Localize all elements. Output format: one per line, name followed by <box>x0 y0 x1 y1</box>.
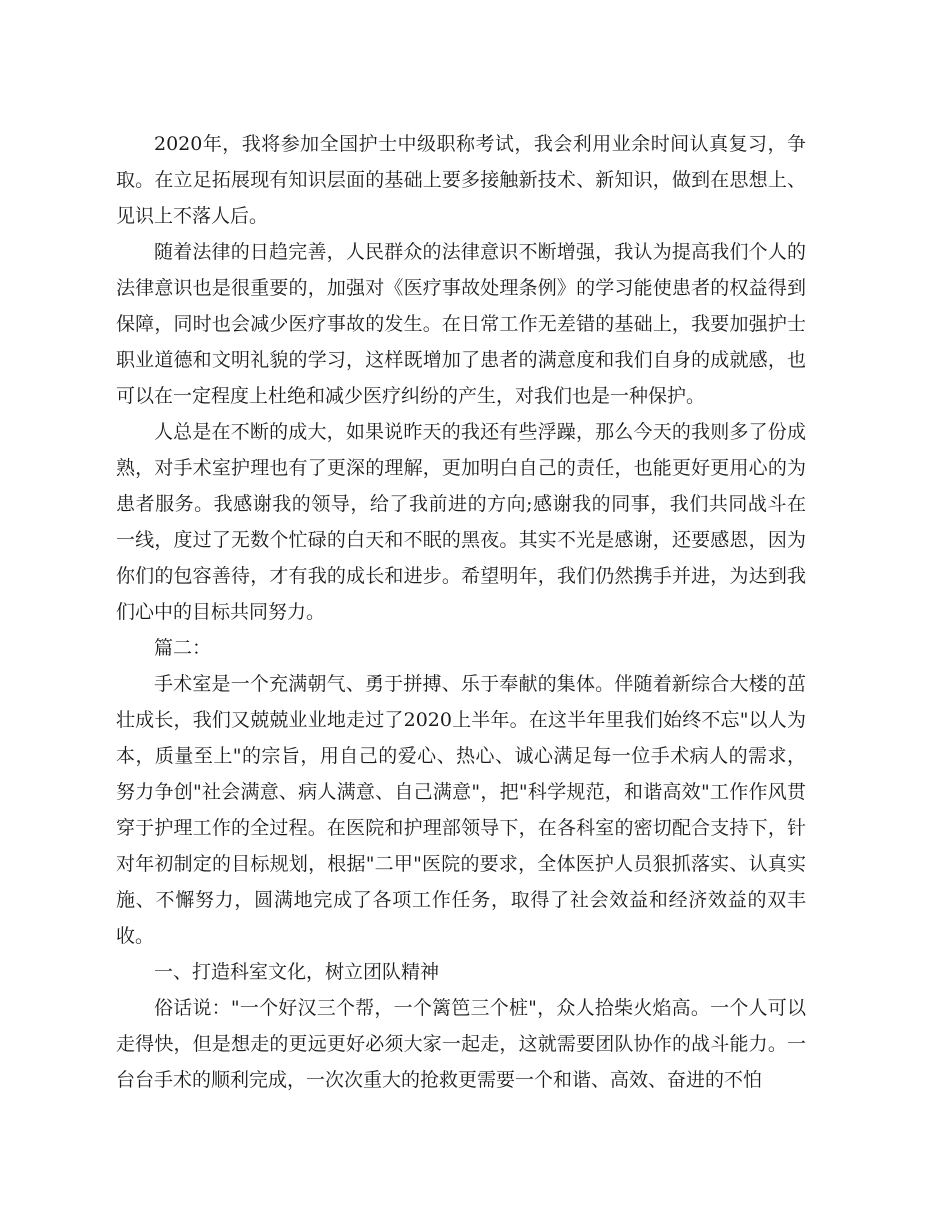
paragraph-operating-room-summary: 手术室是一个充满朝气、勇于拼搏、乐于奉献的集体。伴随着新综合大楼的茁壮成长，我们又兢兢业业地走过了2020上半年。在这半年里我们始终不忘"以人为本，质量至上"的宗旨，用自己的爱心、热心、诚心满足每一位手术病人的需求，努力争创"社会满意、病人满意、自己满意"，把"科学规范，和谐高效"工作作风贯穿于护理工作的全过程。在医院和护理部领导下，在各科室的密切配合支持下，针对年初制定的目标规划，根据"二甲"医院的要求，全体医护人员狠抓落实、认真实施、不懈努力，圆满地完成了各项工作任务，取得了社会效益和经济效益的双丰收。 <box>116 673 806 947</box>
paragraph-exam-plan: 2020年，我将参加全国护士中级职称考试，我会利用业余时间认真复习，争取。在立足拓展现有知识层面的基础上要多接触新技术、新知识，做到在思想上、见识上不落人后。 <box>116 133 806 227</box>
paragraph-teamwork: 俗话说："一个好汉三个帮，一个篱笆三个桩"，众人拾柴火焰高。一个人可以走得快，但是想走的更远更好必须大家一起走，这就需要团队协作的战斗能力。一台台手术的顺利完成，一次次重大的抢救更需要一个和谐、高效、奋进的不怕 <box>116 997 806 1091</box>
paragraph-legal-awareness: 随着法律的日趋完善，人民群众的法律意识不断增强，我认为提高我们个人的法律意识也是很重要的，加强对《医疗事故处理条例》的学习能使患者的权益得到保障，同时也会减少医疗事故的发生。在日常工作无差错的基础上，我要加强护士职业道德和文明礼貌的学习，这样既增加了患者的满意度和我们自身的成就感，也可以在一定程度上杜绝和减少医疗纠纷的产生，对我们也是一种保护。 <box>116 241 806 407</box>
document-body <box>116 126 806 1098</box>
section-heading-part-two: 篇二： <box>154 637 212 659</box>
section-heading-team-culture: 一、打造科室文化，树立团队精神 <box>154 961 440 983</box>
paragraph-growth-gratitude: 人总是在不断的成大，如果说昨天的我还有些浮躁，那么今天的我则多了份成熟，对手术室护理也有了更深的理解，更加明白自己的责任，也能更好更用心的为患者服务。我感谢我的领导，给了我前进的方向;感谢我的同事，我们共同战斗在一线，度过了无数个忙碌的白天和不眠的黑夜。其实不光是感谢，还要感恩，因为你们的包容善待，才有我的成长和进步。希望明年，我们仍然携手并进，为达到我们心中的目标共同努力。 <box>116 421 806 623</box>
